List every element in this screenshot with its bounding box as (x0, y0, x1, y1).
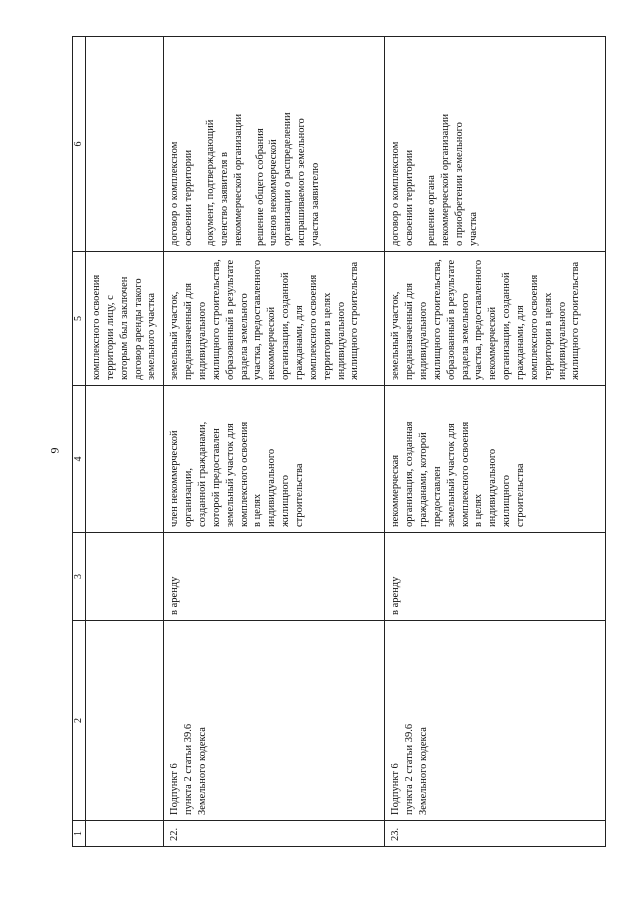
applicant-cell (164, 386, 385, 533)
land-plot-text: земельный участок, предназначенный для индивидуального жилищного строительства, образованный в результате раздела земельного участка, предоставленного некоммерческой организации, созданной гражданами, для комплексного освоения территории в целях индивидуального жилищного строительства (390, 259, 582, 380)
grant-type-text: в аренду (390, 576, 402, 615)
grant-type-text: в аренду (169, 576, 181, 615)
column-number-row (73, 37, 86, 847)
row-number-cell (164, 821, 385, 847)
cell-empty (86, 386, 164, 533)
applicant-cell (385, 386, 606, 533)
legal-basis-text: Подпункт 6 пункта 2 статьи 39.6 Земельного кодекса (390, 723, 430, 815)
document-item: договор о комплексном освоении территории (390, 141, 416, 246)
document-item: договор о комплексном освоении территории (169, 141, 195, 246)
column-number-4: 4 (73, 386, 86, 533)
land-plot-table (72, 36, 606, 847)
row-number-cell (385, 821, 606, 847)
column-number-3: 3 (73, 533, 86, 621)
legal-basis-cell (164, 621, 385, 821)
document-item: решение общего собрания членов некоммерческой организации о распределении испрашиваемого земельного участка заявителю (254, 112, 322, 246)
legal-basis-text: Подпункт 6 пункта 2 статьи 39.6 Земельного кодекса (169, 723, 209, 815)
document-item: решение органа некоммерческой организации о приобретении земельного участка (426, 113, 479, 246)
row-number: 22. (169, 827, 181, 841)
rotated-table-wrapper (72, 37, 582, 847)
applicant-text: член некоммерческой организации, созданной гражданами, которой предоставлен земельный участок для комплексного освоения в целях индивидуального жилищного строительства (169, 421, 306, 527)
land-plot-text: земельный участок, предназначенный для индивидуального жилищного строительства, образованный в результате раздела земельного участка, предоставленного некоммерческой организации, созданной гражданами, для комплексного освоения территории в целях индивидуального жилищного строительства (169, 259, 361, 380)
documents-cell (385, 37, 606, 252)
column-number-1: 1 (73, 821, 86, 847)
cell-empty (86, 37, 164, 252)
cell-empty (86, 533, 164, 621)
table-row-23 (385, 37, 606, 847)
table-row-continuation (86, 37, 164, 847)
documents-cell (164, 37, 385, 252)
table-row-22 (164, 37, 385, 847)
document-item: документ, подтверждающий членство заявителя в некоммерческой организации (205, 113, 244, 246)
grant-type-cell (385, 533, 606, 621)
land-plot-cell (385, 252, 606, 386)
land-plot-cell (164, 252, 385, 386)
applicant-text: некоммерческая организация, созданная гражданами, которой предоставлен земельный участок для комплексного освоения в целях индивидуального жилищного строительства (390, 421, 527, 527)
legal-basis-cell (385, 621, 606, 821)
column-number-6: 6 (73, 37, 86, 252)
page-number: 9 (47, 447, 62, 454)
row-number: 23. (390, 827, 402, 841)
column-number-5: 5 (73, 252, 86, 386)
continuation-land-cell (86, 252, 164, 386)
continuation-land-text: комплексного освоения территории лицу, с которым был заключен договор аренды такого земельного участка (91, 274, 158, 380)
cell-empty (86, 821, 164, 847)
column-number-2: 2 (73, 621, 86, 821)
grant-type-cell (164, 533, 385, 621)
cell-empty (86, 621, 164, 821)
